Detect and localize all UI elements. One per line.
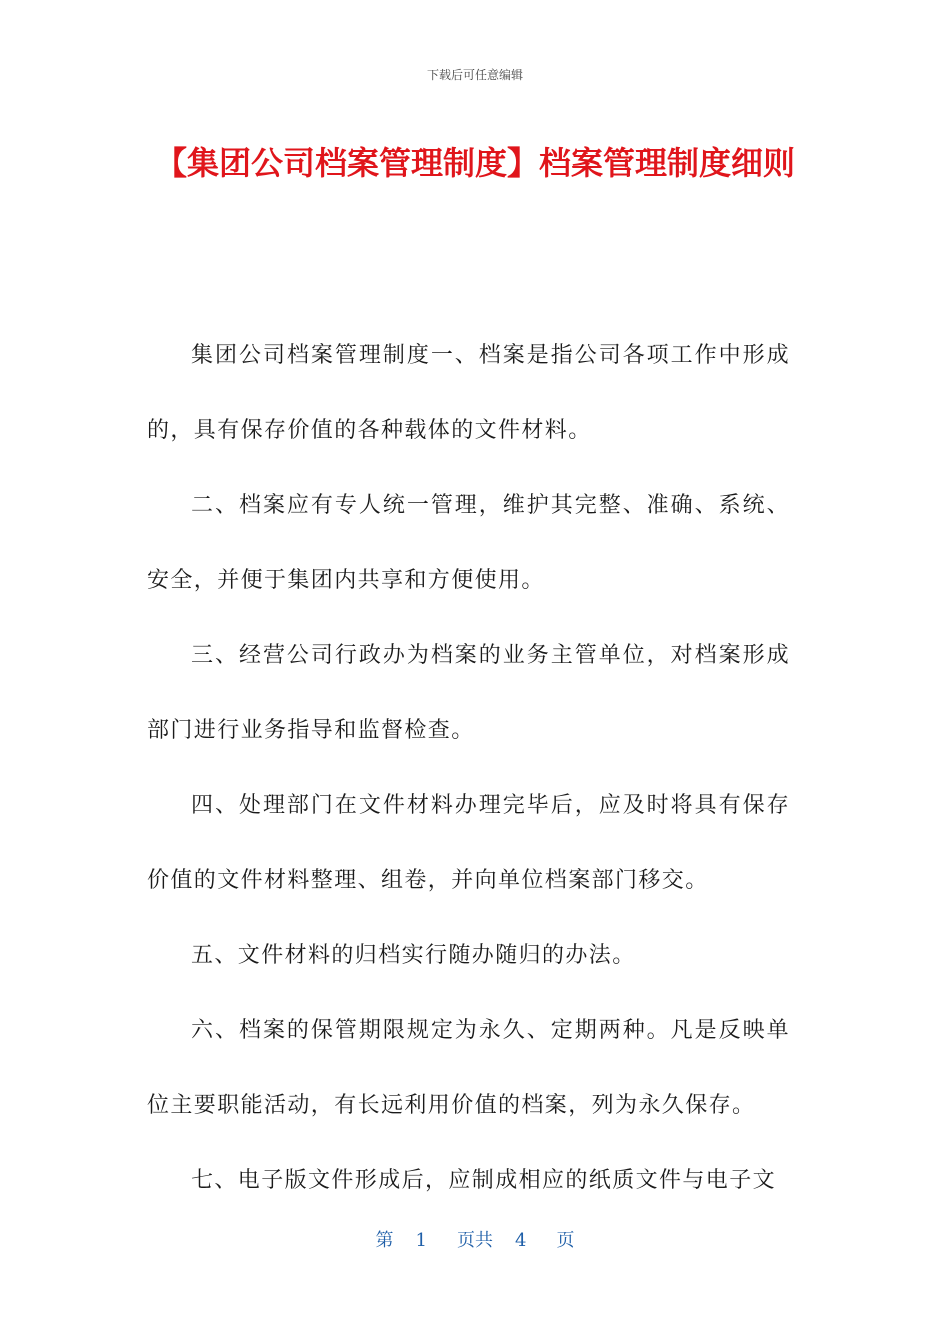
paragraph-6: 六、档案的保管期限规定为永久、定期两种。凡是反映单位主要职能活动，有长远利用价值的档案，列为永久保存。	[147, 1018, 790, 1118]
paragraph-5: 五、文件材料的归档实行随办随归的办法。	[191, 943, 636, 968]
page-middle: 页共	[457, 1230, 493, 1251]
paragraph-1: 集团公司档案管理制度一、档案是指公司各项工作中形成的，具有保存价值的各种载体的文件材料。	[147, 343, 790, 443]
header-note: 下载后可任意编辑	[426, 68, 523, 82]
page-footer	[0, 1226, 950, 1252]
paragraph-7: 七、电子版文件形成后，应制成相应的纸质文件与电子文	[191, 1168, 777, 1193]
document-title: 【集团公司档案管理制度】档案管理制度细则	[154, 144, 795, 182]
page-current: 1	[415, 1230, 427, 1251]
page-suffix: 页	[556, 1230, 575, 1251]
paragraph-2: 二、档案应有专人统一管理，维护其完整、准确、系统、安全，并便于集团内共享和方便使用。	[147, 493, 790, 593]
document-body	[147, 318, 790, 1218]
page-total: 4	[515, 1230, 527, 1251]
page-prefix: 第	[375, 1230, 394, 1251]
paragraph-3: 三、经营公司行政办为档案的业务主管单位，对档案形成部门进行业务指导和监督检查。	[147, 643, 790, 743]
paragraph-4: 四、处理部门在文件材料办理完毕后，应及时将具有保存价值的文件材料整理、组卷，并向单位档案部门移交。	[147, 793, 790, 893]
